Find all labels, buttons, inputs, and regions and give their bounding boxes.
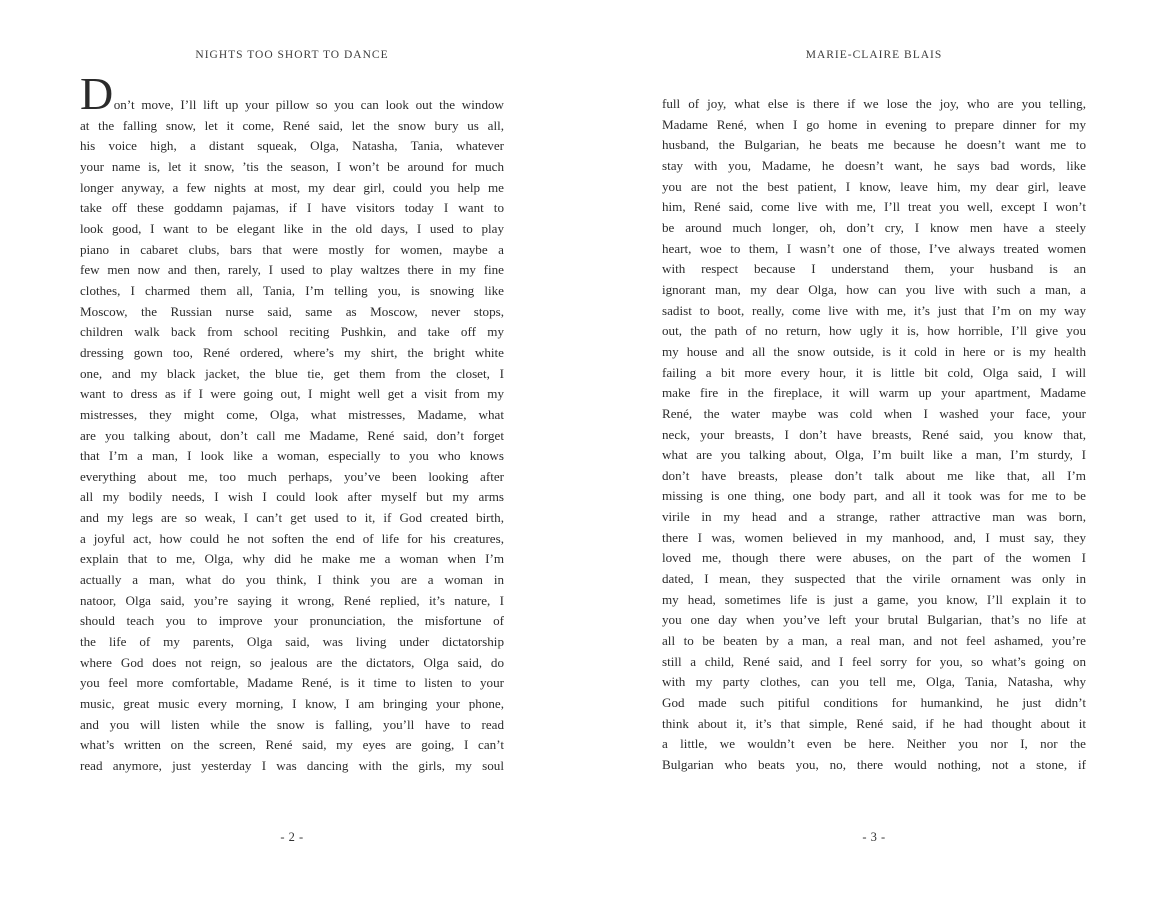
- text-line: piano in cabaret clubs, bars that were mostly for women, maybe a: [80, 241, 504, 257]
- text-line: out, the path of no return, how ugly it is, how horrible, I’ll give you: [662, 323, 1086, 339]
- text-line: all my bodily needs, I wish I could look after myself but my arms: [80, 489, 504, 505]
- text-line: ignorant man, my dear Olga, how can you live with such a man, a: [662, 281, 1086, 297]
- text-line: make fire in the fireplace, it will warm up your apartment, Madame: [662, 385, 1086, 401]
- text-line: clothes, I charmed them all, Tania, I’m telling you, is snowing like: [80, 282, 504, 298]
- text-line: few men now and then, rarely, I used to play waltzes there in my fine: [80, 262, 504, 278]
- text-line: actually a man, what do you think, I think you are a woman in: [80, 572, 504, 588]
- page-right: [662, 0, 1086, 900]
- text-line: a joyful act, how could he not soften the end of life for his creatures,: [80, 530, 504, 546]
- text-line: you are not the best patient, I know, leave him, my dear girl, leave: [662, 178, 1086, 194]
- text-line: don’t have breasts, please don’t talk about me like that, all I’m: [662, 467, 1086, 483]
- text-line: your name is, let it snow, ’tis the season, I won’t be around for much: [80, 158, 504, 174]
- text-line: full of joy, what else is there if we lose the joy, who are you telling,: [662, 96, 1086, 111]
- text-line: dressing gown too, René ordered, where’s my shirt, the bright white: [80, 344, 504, 360]
- text-line: Bulgarian who beats you, no, there would nothing, not a stone, if: [662, 757, 1086, 772]
- page-number-left: - 2 -: [280, 830, 304, 844]
- text-line: God made such pitiful conditions for humankind, he just didn’t: [662, 695, 1086, 711]
- text-line: think about it, it’s that simple, René said, if he had thought about it: [662, 715, 1086, 731]
- text-line: what’s written on the screen, René said, my eyes are going, I can’t: [80, 737, 504, 753]
- text-line: explain that to me, Olga, why did he make me a woman when I’m: [80, 551, 504, 567]
- text-line: all to be beaten by a man, a real man, and not feel ashamed, you’re: [662, 633, 1086, 649]
- text-line: take off these goddamn pajamas, if I have visitors today I want to: [80, 200, 504, 216]
- text-line: the life of my parents, Olga said, was living under dictatorship: [80, 634, 504, 650]
- text-line: where God does not reign, so jealous are the dictators, Olga said, do: [80, 654, 504, 670]
- text-block-left: [80, 68, 504, 777]
- drop-cap: D: [80, 68, 114, 119]
- opening-line-text: on’t move, I’ll lift up your pillow so you can look out the window: [113, 97, 504, 112]
- page-number-right: - 3 -: [862, 830, 886, 844]
- body-lines-right: [662, 94, 1086, 776]
- text-line: my head, sometimes life is just a game, you know, I’ll explain it to: [662, 591, 1086, 607]
- text-line: music, great music every morning, I know, I am bringing your phone,: [80, 696, 504, 712]
- text-line: one, and my black jacket, the blue tie, get them from the closet, I: [80, 365, 504, 381]
- text-line: want to dress as if I were going out, I might well get a visit from my: [80, 386, 504, 402]
- running-header-right: MARIE-CLAIRE BLAIS: [805, 49, 943, 61]
- text-line: René, the water maybe was cold when I washed your face, your: [662, 405, 1086, 421]
- text-line: a little, we wouldn’t even be here. Neither you nor I, nor the: [662, 736, 1086, 752]
- text-line: stay with you, Madame, he doesn’t want, he says bad words, like: [662, 157, 1086, 173]
- text-line: loved me, though there were abuses, on the part of the women I: [662, 550, 1086, 566]
- text-line: there I was, women believed in my manhood, and, I must say, they: [662, 529, 1086, 545]
- text-line: husband, the Bulgarian, he beats me because he doesn’t want me to: [662, 137, 1086, 153]
- text-line: everything about me, too much perhaps, you’ve been looking after: [80, 468, 504, 484]
- text-line: look good, I want to be elegant like in the old days, I used to play: [80, 220, 504, 236]
- text-line: are you talking about, don’t call me Madame, René said, don’t forget: [80, 427, 504, 443]
- text-line: virile in my head and a strange, rather attractive man was born,: [662, 509, 1086, 525]
- page-left: [80, 0, 504, 900]
- text-line: failing a bit more every hour, it is little bit cold, Olga said, I will: [662, 364, 1086, 380]
- text-line: still a child, René said, and I feel sorry for you, so what’s going on: [662, 653, 1086, 669]
- text-line: longer anyway, a few nights at most, my dear girl, could you help me: [80, 179, 504, 195]
- text-line: read anymore, just yesterday I was dancing with the girls, my soul: [80, 758, 504, 773]
- text-line: and my legs are so weak, I can’t get used to it, if God created birth,: [80, 510, 504, 526]
- text-line: should teach you to improve your pronunciation, the misfortune of: [80, 613, 504, 629]
- text-line: be around much longer, oh, don’t cry, I know men have a steely: [662, 219, 1086, 235]
- text-line: missing is one thing, one body part, and all it took was for me to be: [662, 488, 1086, 504]
- text-line: that I’m a man, I look like a woman, especially to you who knows: [80, 448, 504, 464]
- text-line: with respect because I understand them, your husband is an: [662, 261, 1086, 277]
- text-line: heart, woe to them, I wasn’t one of those, I’ve always treated women: [662, 240, 1086, 256]
- body-lines-left: [80, 116, 504, 777]
- text-line: sadist to boot, really, come live with me, it’s just that I’m on my way: [662, 302, 1086, 318]
- opening-line: [80, 68, 504, 119]
- text-line: neck, your breasts, I don’t have breasts, René said, you know that,: [662, 426, 1086, 442]
- text-line: children walk back from school reciting Pushkin, and take off my: [80, 324, 504, 340]
- text-line: natoor, Olga said, you’re saying it wrong, René replied, it’s nature, I: [80, 592, 504, 608]
- text-line: his voice high, a distant squeak, Olga, Natasha, Tania, whatever: [80, 138, 504, 154]
- text-line: you feel more comfortable, Madame René, is it time to listen to your: [80, 675, 504, 691]
- text-block-right: [662, 94, 1086, 776]
- text-line: Moscow, the Russian nurse said, same as Moscow, never stops,: [80, 303, 504, 319]
- text-line: and you will listen while the snow is falling, you’ll have to read: [80, 716, 504, 732]
- text-line: at the falling snow, let it come, René said, let the snow bury us all,: [80, 117, 504, 133]
- running-header-left: NIGHTS TOO SHORT TO DANCE: [195, 49, 389, 61]
- text-line: my house and all the snow outside, is it cold in here or is my health: [662, 343, 1086, 359]
- text-line: what are you talking about, Olga, I’m built like a man, I’m sturdy, I: [662, 447, 1086, 463]
- text-line: Madame René, when I go home in evening to prepare dinner for my: [662, 116, 1086, 132]
- text-line: mistresses, they might come, Olga, what mistresses, Madame, what: [80, 406, 504, 422]
- text-line: you one day when you’ve left your brutal Bulgarian, that’s no life at: [662, 612, 1086, 628]
- text-line: dated, I mean, they suspected that the virile ornament was only in: [662, 571, 1086, 587]
- text-line: him, René said, come live with me, I’ll treat you well, except I won’t: [662, 199, 1086, 215]
- text-line: with my party clothes, can you tell me, Olga, Tania, Natasha, why: [662, 674, 1086, 690]
